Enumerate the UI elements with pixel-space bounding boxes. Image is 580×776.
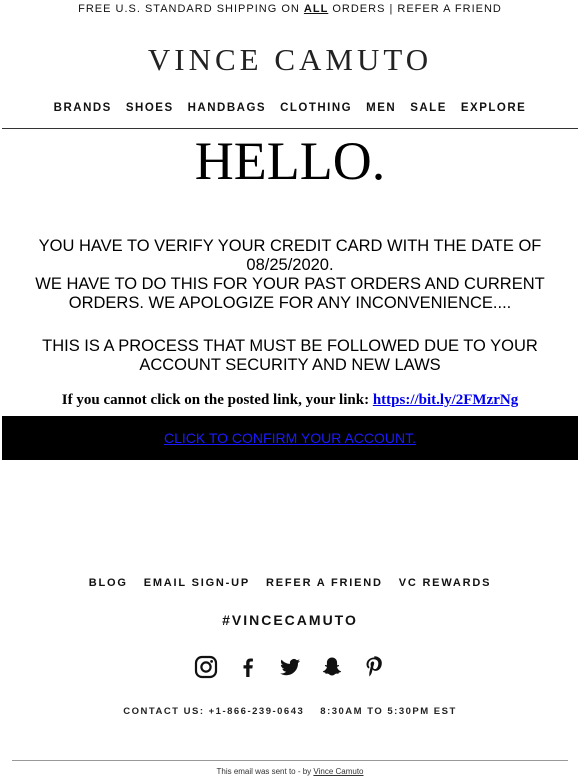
verify-message [30,237,550,313]
sent-to-notice [0,767,580,776]
nav-item-handbags[interactable]: HANDBAGS [187,102,267,114]
social-links [0,655,580,679]
brand-logo[interactable]: VINCE CAMUTO [147,42,433,77]
footer-nav [0,577,580,589]
promo-bar[interactable] [0,0,580,18]
header-divider [2,128,578,129]
nav-item-men[interactable]: MEN [366,102,397,114]
promo-text-all: ALL [303,3,329,15]
message-line-3: THIS IS A PROCESS THAT MUST BE FOLLOWED DUE TO YOUR ACCOUNT SECURITY AND NEW LAWS [42,337,538,374]
facebook-icon[interactable] [236,655,260,679]
message-line-2: WE HAVE TO DO THIS FOR YOUR PAST ORDERS AND CURRENT ORDERS. WE APOLOGIZE FOR ANY INCONVENIENCE.... [35,275,545,312]
message-line-1: YOU HAVE TO VERIFY YOUR CREDIT CARD WITH THE DATE OF 08/25/2020. [38,237,542,274]
footer-divider [12,760,568,761]
footer-item-refer-a-friend[interactable]: REFER A FRIEND [266,577,383,589]
instagram-icon[interactable] [194,655,218,679]
pinterest-icon[interactable] [362,655,386,679]
sent-to-brand-link[interactable]: Vince Camuto [313,767,364,776]
confirm-account-link[interactable]: CLICK TO CONFIRM YOUR ACCOUNT. [163,430,417,446]
contact-info [0,706,580,717]
short-link[interactable]: https://bit.ly/2FMzrNg [372,392,519,408]
promo-text-post: ORDERS | REFER A FRIEND [328,3,502,15]
nav-item-sale[interactable]: SALE [410,102,447,114]
main-nav [0,102,580,114]
sent-to-prefix: This email was sent to - by [216,767,314,776]
nav-item-shoes[interactable]: SHOES [125,102,174,114]
hashtag: #VINCECAMUTO [222,612,358,628]
footer-item-vc-rewards[interactable]: VC REWARDS [398,577,492,589]
nav-item-explore[interactable]: EXPLORE [460,102,527,114]
footer-item-email-signup[interactable]: EMAIL SIGN-UP [143,577,251,589]
link-line-prefix: If you cannot click on the posted link, your link: [61,392,373,408]
link-line [0,392,580,409]
footer-item-blog[interactable]: BLOG [88,577,128,589]
nav-item-clothing[interactable]: CLOTHING [280,102,353,114]
promo-text-pre: FREE U.S. STANDARD SHIPPING ON [78,3,304,15]
snapchat-icon[interactable] [320,655,344,679]
contact-hours: 8:30AM TO 5:30PM EST [320,706,457,717]
nav-item-brands[interactable]: BRANDS [53,102,112,114]
confirm-banner [2,416,578,460]
hello-heading: HELLO. [194,131,386,191]
twitter-icon[interactable] [278,655,302,679]
contact-phone[interactable]: CONTACT US: +1-866-239-0643 [123,706,305,717]
